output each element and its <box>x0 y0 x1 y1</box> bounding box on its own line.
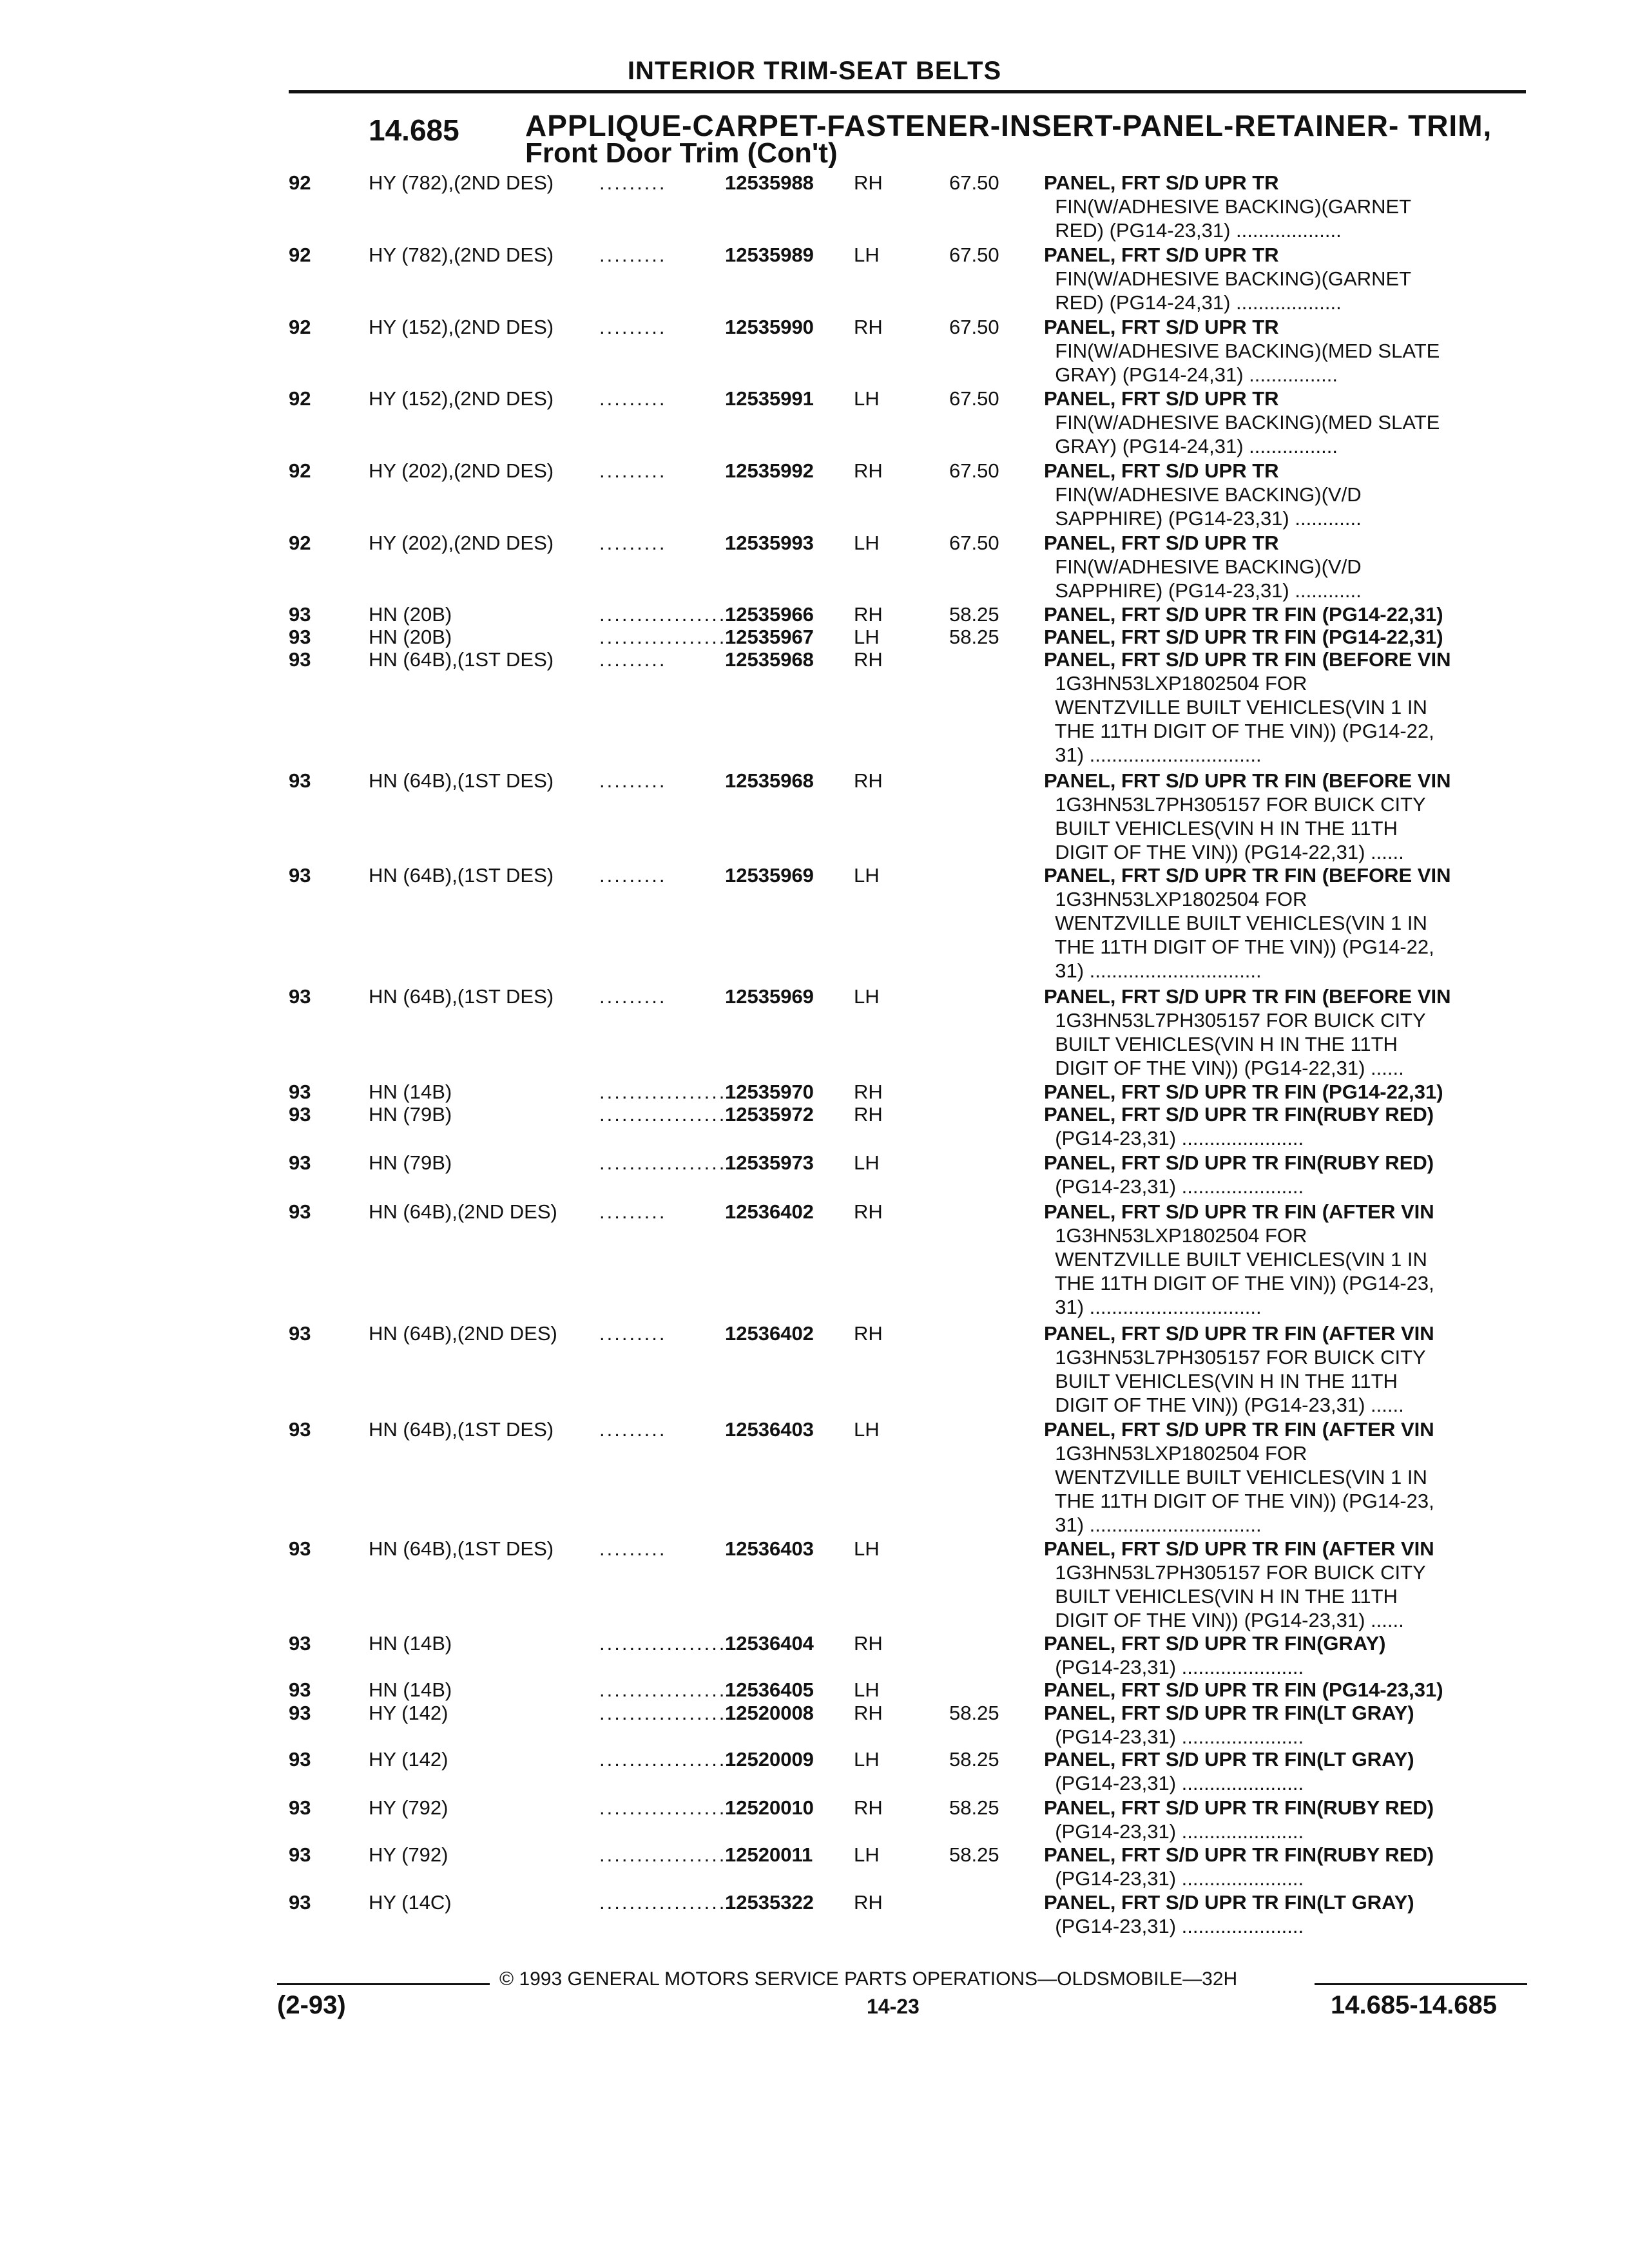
description-line: PANEL, FRT S/D UPR TR FIN(RUBY RED) <box>1044 1103 1434 1126</box>
ref-number: 93 <box>289 626 311 648</box>
side: RH <box>854 1322 883 1345</box>
side: RH <box>854 1200 883 1223</box>
ref-number: 93 <box>289 1891 311 1914</box>
ref-number: 93 <box>289 985 311 1008</box>
side: LH <box>854 1418 880 1441</box>
footer-divider-left <box>277 1983 490 1985</box>
description-line: 1G3HN53LXP1802504 FOR <box>1044 1442 1307 1465</box>
side: RH <box>854 316 883 338</box>
description-line: WENTZVILLE BUILT VEHICLES(VIN 1 IN <box>1044 1466 1427 1488</box>
description-line: PANEL, FRT S/D UPR TR FIN (AFTER VIN <box>1044 1537 1434 1560</box>
description-line: 31) ............................... <box>1044 744 1262 766</box>
application: HN (64B),(2ND DES) <box>369 1322 557 1345</box>
application: HN (64B),(1ST DES) <box>369 985 554 1008</box>
description-line: WENTZVILLE BUILT VEHICLES(VIN 1 IN <box>1044 1248 1427 1271</box>
price: 58.25 <box>949 1796 999 1819</box>
description-line: (PG14-23,31) ...................... <box>1044 1915 1304 1937</box>
description <box>1044 1890 1414 1938</box>
description <box>1044 243 1411 314</box>
side: LH <box>854 244 880 266</box>
description-line: PANEL, FRT S/D UPR TR FIN(RUBY RED) <box>1044 1843 1434 1866</box>
description-line: BUILT VEHICLES(VIN H IN THE 11TH <box>1044 1585 1398 1608</box>
description-line: THE 11TH DIGIT OF THE VIN)) (PG14-23, <box>1044 1272 1434 1294</box>
description-line: PANEL, FRT S/D UPR TR FIN (BEFORE VIN <box>1044 985 1451 1008</box>
description <box>1044 1796 1434 1843</box>
application: HN (20B) <box>369 603 452 626</box>
price: 58.25 <box>949 1702 999 1724</box>
part-number: 12536402 <box>725 1200 814 1223</box>
leader-dots: ......... <box>599 1418 667 1441</box>
description <box>1044 1747 1414 1795</box>
leader-dots: ......... <box>599 171 667 194</box>
part-number: 12535991 <box>725 387 814 410</box>
leader-dots: ................. <box>599 626 727 648</box>
description-line: (PG14-23,31) ...................... <box>1044 1127 1304 1149</box>
description <box>1044 387 1440 458</box>
description-line: PANEL, FRT S/D UPR TR <box>1044 532 1279 554</box>
price: 67.50 <box>949 171 999 194</box>
description-line: PANEL, FRT S/D UPR TR FIN (AFTER VIN <box>1044 1418 1434 1441</box>
ref-number: 93 <box>289 1200 311 1223</box>
price: 58.25 <box>949 1748 999 1771</box>
side: LH <box>854 864 880 887</box>
section-subtitle: Front Door Trim (Con't) <box>525 137 838 169</box>
application: HN (64B),(1ST DES) <box>369 1418 554 1441</box>
side: LH <box>854 387 880 410</box>
ref-number: 93 <box>289 864 311 887</box>
part-number: 12535967 <box>725 626 814 648</box>
description-line: PANEL, FRT S/D UPR TR <box>1044 171 1279 194</box>
description-line: DIGIT OF THE VIN)) (PG14-23,31) ...... <box>1044 1394 1404 1416</box>
leader-dots: .................. <box>599 1702 735 1724</box>
description-line: (PG14-23,31) ...................... <box>1044 1656 1304 1678</box>
side: RH <box>854 1081 883 1103</box>
description-line: (PG14-23,31) ...................... <box>1044 1175 1304 1198</box>
ref-number: 93 <box>289 1796 311 1819</box>
part-number: 12535989 <box>725 244 814 266</box>
description-line: BUILT VEHICLES(VIN H IN THE 11TH <box>1044 1033 1398 1055</box>
part-number: 12535969 <box>725 985 814 1008</box>
header-divider <box>289 90 1526 93</box>
description-line: GRAY) (PG14-24,31) ................ <box>1044 363 1338 386</box>
description-line: RED) (PG14-24,31) ................... <box>1044 291 1342 314</box>
leader-dots: ......... <box>599 1322 667 1345</box>
description-line: 1G3HN53LXP1802504 FOR <box>1044 1224 1307 1247</box>
part-number: 12536404 <box>725 1632 814 1655</box>
ref-number: 93 <box>289 1151 311 1174</box>
description-line: WENTZVILLE BUILT VEHICLES(VIN 1 IN <box>1044 696 1427 718</box>
leader-dots: ......... <box>599 316 667 338</box>
side: RH <box>854 459 883 482</box>
application: HN (64B),(1ST DES) <box>369 1537 554 1560</box>
application: HY (792) <box>369 1796 448 1819</box>
description <box>1044 1843 1434 1890</box>
description-line: PANEL, FRT S/D UPR TR FIN(LT GRAY) <box>1044 1891 1414 1914</box>
side: RH <box>854 648 883 671</box>
application: HN (64B),(1ST DES) <box>369 769 554 792</box>
application: HN (20B) <box>369 626 452 648</box>
description-line: BUILT VEHICLES(VIN H IN THE 11TH <box>1044 1370 1398 1392</box>
footer-section-range: 14.685-14.685 <box>1331 1991 1498 2019</box>
ref-number: 93 <box>289 603 311 626</box>
leader-dots: ......... <box>599 1537 667 1560</box>
description <box>1044 1321 1434 1417</box>
description-line: 31) ............................... <box>1044 1514 1262 1536</box>
description <box>1044 1080 1443 1104</box>
ref-number: 93 <box>289 1322 311 1345</box>
leader-dots: ................. <box>599 603 727 626</box>
leader-dots: .................. <box>599 1748 735 1771</box>
description-line: FIN(W/ADHESIVE BACKING)(MED SLATE <box>1044 340 1440 362</box>
description-line: 1G3HN53L7PH305157 FOR BUICK CITY <box>1044 1009 1426 1032</box>
section-number: 14.685 <box>369 113 459 147</box>
description-line: FIN(W/ADHESIVE BACKING)(MED SLATE <box>1044 411 1440 434</box>
part-number: 12535970 <box>725 1081 814 1103</box>
part-number: 12536402 <box>725 1322 814 1345</box>
side: LH <box>854 626 880 648</box>
side: RH <box>854 1702 883 1724</box>
description-line: PANEL, FRT S/D UPR TR FIN(LT GRAY) <box>1044 1702 1414 1724</box>
leader-dots: ......... <box>599 864 667 887</box>
application: HY (14C) <box>369 1891 452 1914</box>
description-line: BUILT VEHICLES(VIN H IN THE 11TH <box>1044 817 1398 840</box>
description-line: 1G3HN53LXP1802504 FOR <box>1044 672 1307 695</box>
ref-number: 93 <box>289 1081 311 1103</box>
description <box>1044 985 1451 1080</box>
application: HY (152),(2ND DES) <box>369 387 554 410</box>
application: HN (64B),(1ST DES) <box>369 648 554 671</box>
leader-dots: ......... <box>599 244 667 266</box>
price: 58.25 <box>949 603 999 626</box>
leader-dots: ......... <box>599 769 667 792</box>
description-line: PANEL, FRT S/D UPR TR FIN(GRAY) <box>1044 1632 1386 1655</box>
side: LH <box>854 1151 880 1174</box>
ref-number: 92 <box>289 459 311 482</box>
part-number: 12535992 <box>725 459 814 482</box>
ref-number: 93 <box>289 1678 311 1701</box>
description-line: 1G3HN53L7PH305157 FOR BUICK CITY <box>1044 793 1426 816</box>
side: LH <box>854 1678 880 1701</box>
application: HY (782),(2ND DES) <box>369 244 554 266</box>
description <box>1044 863 1451 983</box>
part-number: 12535322 <box>725 1891 814 1914</box>
ref-number: 93 <box>289 1843 311 1866</box>
description-line: (PG14-23,31) ...................... <box>1044 1867 1304 1890</box>
description-line: PANEL, FRT S/D UPR TR <box>1044 244 1279 266</box>
description-line: 1G3HN53L7PH305157 FOR BUICK CITY <box>1044 1346 1426 1369</box>
leader-dots: ................. <box>599 1151 727 1174</box>
ref-number: 93 <box>289 769 311 792</box>
leader-dots: ................. <box>599 1678 727 1701</box>
description <box>1044 602 1443 626</box>
application: HY (202),(2ND DES) <box>369 532 554 554</box>
description <box>1044 769 1451 864</box>
description-line: FIN(W/ADHESIVE BACKING)(GARNET <box>1044 195 1412 218</box>
application: HN (64B),(2ND DES) <box>369 1200 557 1223</box>
side: RH <box>854 171 883 194</box>
part-number: 12535972 <box>725 1103 814 1126</box>
application: HY (782),(2ND DES) <box>369 171 554 194</box>
description <box>1044 1418 1434 1537</box>
description <box>1044 1678 1443 1702</box>
description-line: PANEL, FRT S/D UPR TR FIN (PG14-23,31) <box>1044 1678 1443 1701</box>
ref-number: 92 <box>289 387 311 410</box>
page-title: INTERIOR TRIM-SEAT BELTS <box>627 57 1002 85</box>
description-line: PANEL, FRT S/D UPR TR FIN (PG14-22,31) <box>1044 626 1443 648</box>
part-number: 12535968 <box>725 769 814 792</box>
part-number: 12535969 <box>725 864 814 887</box>
description-line: PANEL, FRT S/D UPR TR FIN(RUBY RED) <box>1044 1796 1434 1819</box>
side: RH <box>854 1891 883 1914</box>
description-line: THE 11TH DIGIT OF THE VIN)) (PG14-22, <box>1044 720 1434 742</box>
application: HN (79B) <box>369 1103 452 1126</box>
part-number: 12536403 <box>725 1537 814 1560</box>
ref-number: 93 <box>289 1702 311 1724</box>
application: HY (142) <box>369 1748 448 1771</box>
part-number: 12535990 <box>725 316 814 338</box>
description-line: DIGIT OF THE VIN)) (PG14-22,31) ...... <box>1044 841 1404 863</box>
leader-dots: ......... <box>599 648 667 671</box>
price: 67.50 <box>949 387 999 410</box>
description <box>1044 1200 1434 1319</box>
leader-dots: ................. <box>599 1081 727 1103</box>
part-number: 12535966 <box>725 603 814 626</box>
ref-number: 92 <box>289 532 311 554</box>
description-line: 31) ............................... <box>1044 959 1262 982</box>
side: RH <box>854 769 883 792</box>
description-line: PANEL, FRT S/D UPR TR FIN (BEFORE VIN <box>1044 769 1451 792</box>
description-line: PANEL, FRT S/D UPR TR FIN (PG14-22,31) <box>1044 603 1443 626</box>
side: RH <box>854 1796 883 1819</box>
price: 58.25 <box>949 1843 999 1866</box>
leader-dots: ......... <box>599 387 667 410</box>
price: 67.50 <box>949 244 999 266</box>
description <box>1044 1537 1434 1632</box>
application: HY (792) <box>369 1843 448 1866</box>
section-title: APPLIQUE-CARPET-FASTENER-INSERT-PANEL-RETAINER- TRIM, <box>525 109 1492 142</box>
description-line: GRAY) (PG14-24,31) ................ <box>1044 435 1338 457</box>
description-line: (PG14-23,31) ...................... <box>1044 1820 1304 1843</box>
part-number: 12535968 <box>725 648 814 671</box>
ref-number: 93 <box>289 1418 311 1441</box>
description-line: FIN(W/ADHESIVE BACKING)(V/D <box>1044 483 1362 506</box>
description-line: PANEL, FRT S/D UPR TR FIN (AFTER VIN <box>1044 1322 1434 1345</box>
leader-dots: .................. <box>599 1796 735 1819</box>
leader-dots: ......... <box>599 459 667 482</box>
description-line: PANEL, FRT S/D UPR TR <box>1044 316 1279 338</box>
description-line: WENTZVILLE BUILT VEHICLES(VIN 1 IN <box>1044 912 1427 934</box>
footer-page-number: 14-23 <box>867 1995 920 2018</box>
ref-number: 93 <box>289 648 311 671</box>
description-line: DIGIT OF THE VIN)) (PG14-22,31) ...... <box>1044 1057 1404 1079</box>
ref-number: 92 <box>289 171 311 194</box>
description-line: PANEL, FRT S/D UPR TR <box>1044 387 1279 410</box>
description-line: PANEL, FRT S/D UPR TR FIN (BEFORE VIN <box>1044 864 1451 887</box>
description <box>1044 1102 1434 1150</box>
ref-number: 92 <box>289 244 311 266</box>
description <box>1044 531 1362 602</box>
description-line: PANEL, FRT S/D UPR TR FIN (BEFORE VIN <box>1044 648 1451 671</box>
ref-number: 93 <box>289 1748 311 1771</box>
footer-copyright: © 1993 GENERAL MOTORS SERVICE PARTS OPERATIONS—OLDSMOBILE—32H <box>499 1968 1238 1990</box>
description-line: DIGIT OF THE VIN)) (PG14-23,31) ...... <box>1044 1609 1404 1631</box>
description <box>1044 625 1443 649</box>
part-number: 12535988 <box>725 171 814 194</box>
price: 67.50 <box>949 316 999 338</box>
application: HN (14B) <box>369 1678 452 1701</box>
description-line: 1G3HN53LXP1802504 FOR <box>1044 888 1307 910</box>
part-number: 12535993 <box>725 532 814 554</box>
price: 67.50 <box>949 459 999 482</box>
side: LH <box>854 1537 880 1560</box>
description-line: PANEL, FRT S/D UPR TR FIN (PG14-22,31) <box>1044 1081 1443 1103</box>
ref-number: 93 <box>289 1632 311 1655</box>
description <box>1044 459 1362 530</box>
part-number: 12535973 <box>725 1151 814 1174</box>
description <box>1044 171 1411 242</box>
side: RH <box>854 1103 883 1126</box>
application: HN (14B) <box>369 1632 452 1655</box>
leader-dots: .................. <box>599 1891 735 1914</box>
description <box>1044 648 1451 767</box>
price: 67.50 <box>949 532 999 554</box>
application: HN (79B) <box>369 1151 452 1174</box>
description <box>1044 1701 1414 1749</box>
application: HY (202),(2ND DES) <box>369 459 554 482</box>
description <box>1044 1151 1434 1198</box>
part-number: 12520009 <box>725 1748 814 1771</box>
description-line: SAPPHIRE) (PG14-23,31) ............ <box>1044 579 1362 602</box>
description-line: RED) (PG14-23,31) ................... <box>1044 219 1342 242</box>
side: LH <box>854 1843 880 1866</box>
side: RH <box>854 603 883 626</box>
description-line: PANEL, FRT S/D UPR TR FIN (AFTER VIN <box>1044 1200 1434 1223</box>
description-line: 31) ............................... <box>1044 1296 1262 1318</box>
application: HN (14B) <box>369 1081 452 1103</box>
application: HY (142) <box>369 1702 448 1724</box>
part-number: 12536403 <box>725 1418 814 1441</box>
description <box>1044 315 1440 387</box>
leader-dots: .................. <box>599 1843 735 1866</box>
description-line: FIN(W/ADHESIVE BACKING)(V/D <box>1044 555 1362 578</box>
part-number: 12536405 <box>725 1678 814 1701</box>
description-line: PANEL, FRT S/D UPR TR FIN(RUBY RED) <box>1044 1151 1434 1174</box>
side: LH <box>854 1748 880 1771</box>
description-line: 1G3HN53L7PH305157 FOR BUICK CITY <box>1044 1561 1426 1584</box>
description-line: (PG14-23,31) ...................... <box>1044 1772 1304 1794</box>
description-line: PANEL, FRT S/D UPR TR <box>1044 459 1279 482</box>
side: LH <box>854 532 880 554</box>
description-line: FIN(W/ADHESIVE BACKING)(GARNET <box>1044 267 1412 290</box>
ref-number: 93 <box>289 1537 311 1560</box>
description-line: (PG14-23,31) ...................... <box>1044 1725 1304 1748</box>
leader-dots: ......... <box>599 1200 667 1223</box>
leader-dots: ................. <box>599 1103 727 1126</box>
leader-dots: ................. <box>599 1632 727 1655</box>
side: RH <box>854 1632 883 1655</box>
leader-dots: ......... <box>599 532 667 554</box>
description <box>1044 1631 1385 1679</box>
leader-dots: ......... <box>599 985 667 1008</box>
part-number: 12520010 <box>725 1796 814 1819</box>
price: 58.25 <box>949 626 999 648</box>
description-line: PANEL, FRT S/D UPR TR FIN(LT GRAY) <box>1044 1748 1414 1771</box>
description-line: THE 11TH DIGIT OF THE VIN)) (PG14-23, <box>1044 1490 1434 1512</box>
footer-date-code: (2-93) <box>277 1991 346 2019</box>
description-line: SAPPHIRE) (PG14-23,31) ............ <box>1044 507 1362 530</box>
part-number: 12520008 <box>725 1702 814 1724</box>
application: HN (64B),(1ST DES) <box>369 864 554 887</box>
application: HY (152),(2ND DES) <box>369 316 554 338</box>
ref-number: 92 <box>289 316 311 338</box>
ref-number: 93 <box>289 1103 311 1126</box>
side: LH <box>854 985 880 1008</box>
part-number: 12520011 <box>725 1843 813 1866</box>
description-line: THE 11TH DIGIT OF THE VIN)) (PG14-22, <box>1044 936 1434 958</box>
footer-divider-right <box>1315 1983 1527 1985</box>
